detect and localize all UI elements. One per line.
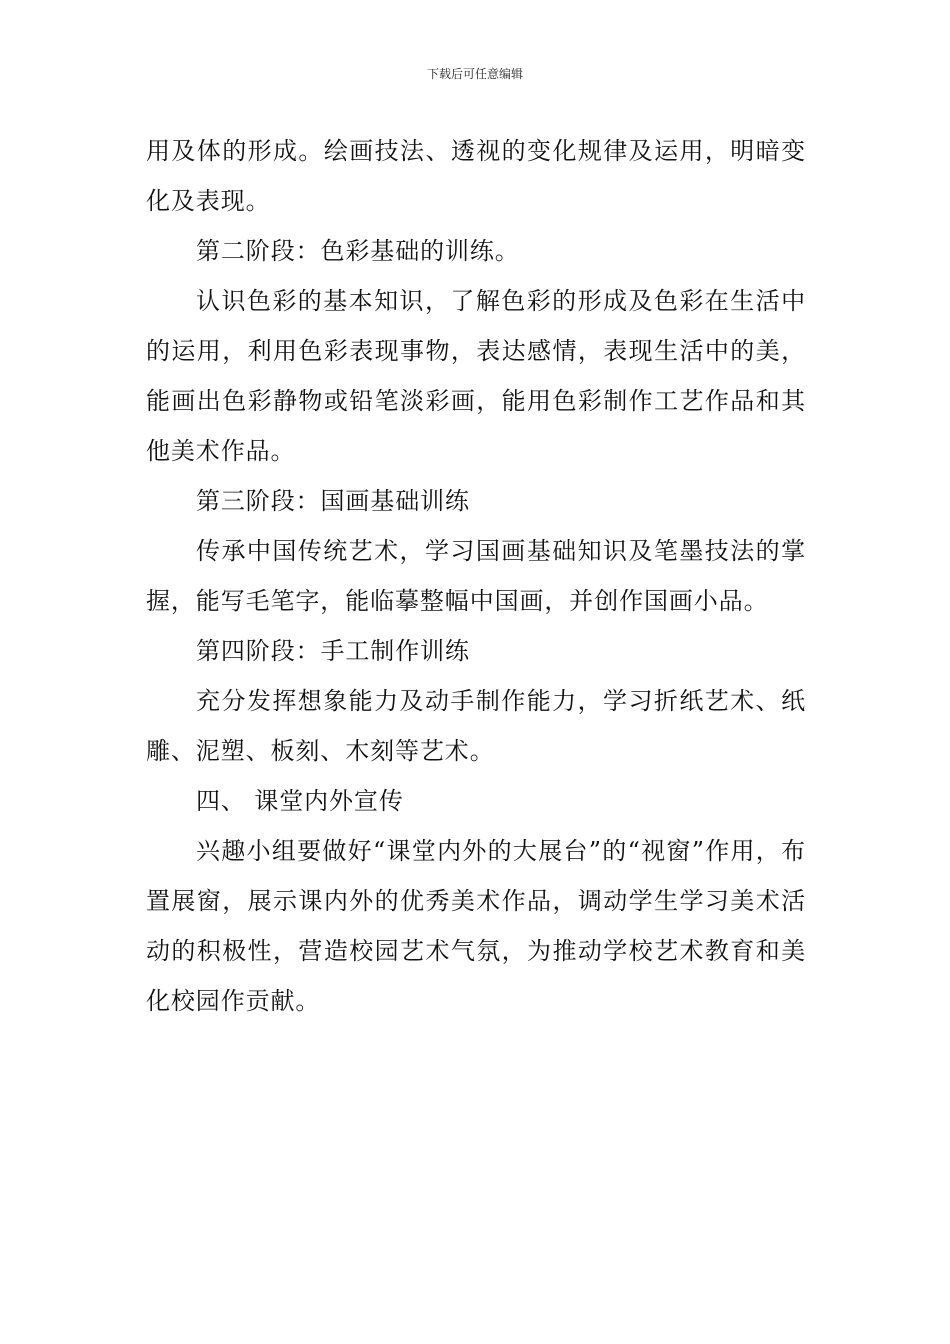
document-body (146, 126, 806, 1026)
section-four-paragraph: 兴趣小组要做好“课堂内外的大展台”的“视窗”作用，布置展窗，展示课内外的优秀美术作品，调动学生学习美术活动的积极性，营造校园艺术气氛，为推动学校艺术教育和美化校园作贡献。 (146, 837, 806, 1015)
stage-two-heading: 第二阶段：色彩基础的训练。 (196, 237, 520, 265)
header-note: 下载后可任意编辑 (426, 67, 523, 81)
section-four-heading: 四、 课堂内外宣传 (196, 787, 404, 815)
stage-two-paragraph: 认识色彩的基本知识，了解色彩的形成及色彩在生活中的运用，利用色彩表现事物，表达感情，表现生活中的美，能画出色彩静物或铅笔淡彩画，能用色彩制作工艺作品和其他美术作品。 (146, 287, 806, 465)
stage-four-paragraph: 充分发挥想象能力及动手制作能力，学习折纸艺术、纸雕、泥塑、板刻、木刻等艺术。 (146, 687, 806, 765)
stage-three-heading: 第三阶段：国画基础训练 (196, 487, 470, 515)
paragraph-continuation: 用及体的形成。绘画技法、透视的变化规律及运用，明暗变化及表现。 (146, 137, 806, 215)
stage-four-heading: 第四阶段：手工制作训练 (196, 637, 470, 665)
stage-three-paragraph: 传承中国传统艺术，学习国画基础知识及笔墨技法的掌握，能写毛笔字，能临摹整幅中国画，并创作国画小品。 (146, 537, 806, 615)
